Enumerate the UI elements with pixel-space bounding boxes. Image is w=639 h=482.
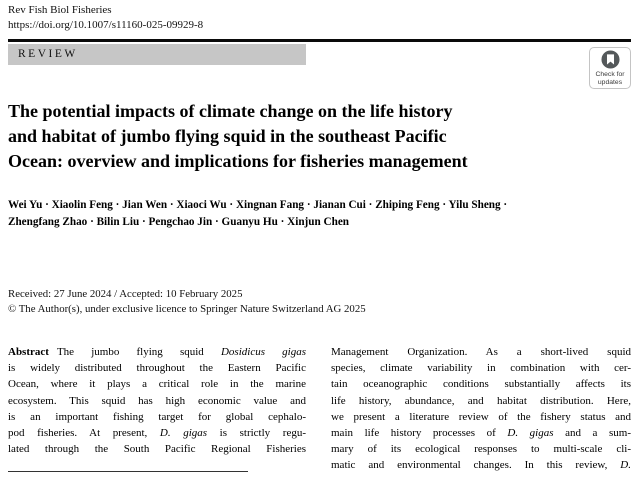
abstract-column-right: Management Organization. As a short-lived squid species, climate variability in combination with cer- tain oceanographic conditions substantially affects its life history, abundance, and habitat distribution. Here, we present a literature review of the fishery status and main life history processes of D. gigas and a sum- mary of its ecological responses to multi-scale cli- matic and environmental changes. In this review, D.	[331, 346, 632, 472]
doi-link[interactable]: https://doi.org/10.1007/s11160-025-09929-8	[8, 19, 204, 31]
check-updates-text-line1: Check for	[595, 71, 625, 78]
check-updates-text-line2: updates	[597, 78, 623, 86]
check-for-updates-badge[interactable]	[589, 47, 631, 89]
copyright-line: © The Author(s), under exclusive licence to Springer Nature Switzerland AG 2025	[8, 302, 366, 315]
bookmark-icon	[601, 50, 620, 69]
author-list: Wei Yu · Xiaolin Feng · Jian Wen · Xiaoci Wu · Xingnan Fang · Jianan Cui · Zhiping Feng · Yilu Sheng · Zhengfang Zhao · Bilin Liu · Pengchao Jin · Guanyu Hu · Xinjun Chen	[8, 199, 508, 228]
article-meta	[8, 287, 628, 316]
footnote-rule	[8, 471, 248, 472]
header-rule	[8, 39, 631, 42]
abstract-column-left: Abstract The jumbo flying squid Dosidicus gigas is widely distributed throughout the Eastern Pacific Ocean, where it plays a critical role in the marine ecosystem. This squid has high economic value and is an important fishing target for global cephalo- pod fisheries. At present, D. gigas is strictly regu- lated through the South Pacific Regional Fisheries	[8, 346, 306, 456]
section-label-review: REVIEW	[8, 44, 306, 65]
journal-name: Rev Fish Biol Fisheries	[8, 4, 112, 16]
received-accepted-dates: Received: 27 June 2024 / Accepted: 10 February 2025	[8, 288, 243, 300]
article-title: The potential impacts of climate change on the life history and habitat of jumbo flying squid in the southeast Pacific Ocean: overview and implications for fisheries management	[8, 101, 468, 171]
